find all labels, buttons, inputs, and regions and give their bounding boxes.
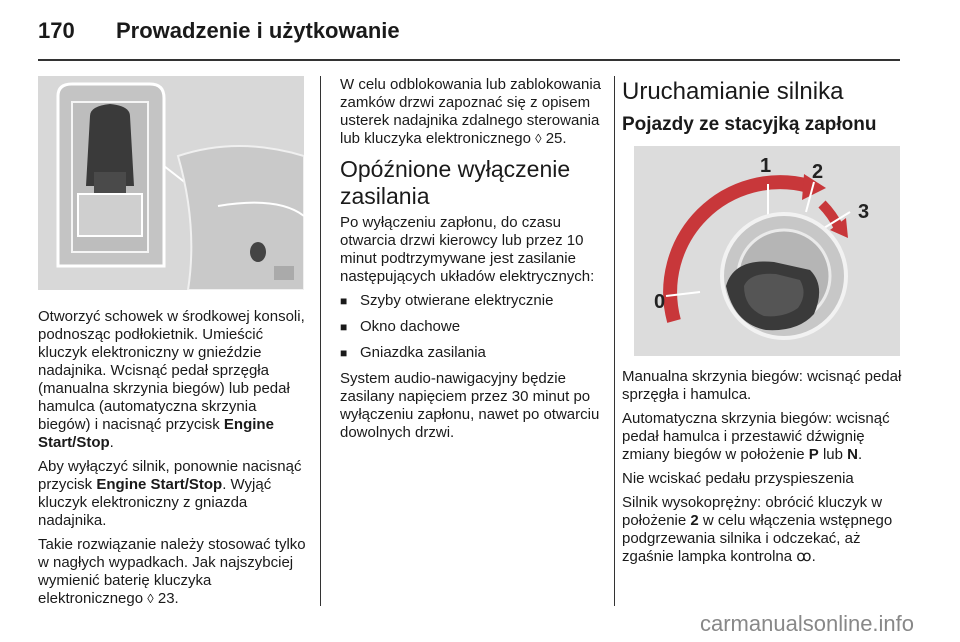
position-0-label: 0 — [654, 291, 666, 313]
section-heading-delayed-power: Opóźnione wyłączenie zasilania — [340, 156, 571, 209]
list-item: ■ Szyby otwierane elektrycznie — [340, 292, 610, 310]
position-3-label: 3 — [858, 201, 870, 223]
list-item: ■ Okno dachowe — [340, 318, 610, 336]
paragraph-start-procedure — [38, 308, 308, 452]
paragraph-text: . Wyjąć kluczyk elektroniczny z gniazda nadajnika. — [38, 476, 272, 529]
paragraph-unlock-note — [340, 76, 610, 148]
glow-plug-warning-icon: ꝏ — [796, 548, 812, 565]
paragraph-text: lub — [822, 446, 843, 463]
watermark: carmanualsonline.info — [700, 611, 915, 636]
column-1 — [38, 308, 308, 614]
paragraph-manual-gearbox: Manualna skrzynia biegów: wcisnąć pedał sprzęgła i hamulca. — [622, 368, 902, 403]
punctuation: . — [858, 446, 863, 463]
cross-reference-icon[interactable]: ◊ — [535, 131, 542, 146]
paragraph-diesel-note — [622, 494, 906, 566]
position-2-label: 2 — [812, 161, 824, 183]
paragraph-accelerator-note: Nie wciskać pedału przyspieszenia — [622, 470, 854, 487]
paragraph-text: Takie rozwiązanie należy stosować tylko w nagłych wypadkach. Jak najszybciej wymienić baterię kluczyka elektronicznego — [38, 536, 306, 607]
column-2 — [340, 76, 610, 448]
gear-position-n: N — [847, 446, 859, 463]
cross-reference-page[interactable]: 25. — [545, 130, 567, 147]
engine-start-stop-label: Engine Start/Stop — [96, 476, 223, 493]
paragraph-text: Automatyczna skrzynia biegów: wcisnąć pedał hamulca i przestawić dźwignię zmiany biegów w położenie — [622, 410, 890, 463]
paragraph-text: Otworzyć schowek w środkowej konsoli, podnosząc podłokietnik. Umieścić kluczyk elektroniczny w gnieździe nadajnika. Wcisnąć pedał sprzęgła (manualna skrzynia biegów) lub pedał hamulca (automatyczna skrzynia biegów) i nacisnąć przycisk — [38, 308, 305, 433]
subsection-heading-ignition: Pojazdy ze stacyjką zapłonu — [622, 114, 877, 135]
paragraph-text: W celu odblokowania lub zablokowania zamków drzwi zapoznać się z opisem usterek nadajnika zdalnego sterowania lub kluczyka elektronicznego — [340, 76, 601, 147]
section-heading-engine-start: Uruchamianie silnika — [622, 78, 844, 105]
ignition-switch-figure — [634, 146, 900, 356]
paragraph-text: w celu włączenia wstępnego podgrzewania silnika i odczekać, aż zgaśnie lampka kontrolna — [622, 512, 893, 565]
paragraph-text: Aby wyłączyć silnik, ponownie nacisnąć przycisk — [38, 458, 302, 493]
punctuation: . — [109, 434, 114, 451]
column-divider-1 — [320, 76, 321, 606]
bullet-list — [340, 292, 610, 362]
page-number: 170 — [38, 18, 75, 43]
gear-position-p: P — [808, 446, 819, 463]
key-position-2: 2 — [690, 512, 699, 529]
header-rule — [38, 59, 900, 61]
paragraph-battery-note — [38, 536, 308, 608]
key-slot-figure — [38, 76, 304, 290]
paragraph-delayed-power: Po wyłączeniu zapłonu, do czasu otwarcia drzwi kierowcy lub przez 10 minut podtrzymywane jest zasilanie następujących układów elektrycznych: — [340, 214, 595, 285]
paragraph-audio-note: System audio-nawigacyjny będzie zasilany napięciem przez 30 minut po wyłączeniu zapłonu, nawet po otwarciu dowolnych drzwi. — [340, 370, 600, 441]
column-divider-2 — [614, 76, 615, 606]
cross-reference-page[interactable]: 23. — [157, 590, 179, 607]
engine-start-stop-label: Engine Start/Stop — [38, 416, 274, 451]
position-1-label: 1 — [760, 155, 772, 177]
cross-reference-icon[interactable]: ◊ — [147, 591, 154, 606]
page-header — [38, 14, 922, 50]
paragraph-automatic-gearbox — [622, 410, 906, 464]
paragraph-stop-procedure — [38, 458, 308, 530]
list-item: ■ Gniazdka zasilania — [340, 344, 610, 362]
column-3 — [622, 368, 906, 572]
paragraph-text: Silnik wysokoprężny: obrócić kluczyk w położenie — [622, 494, 883, 529]
chapter-title: Prowadzenie i użytkowanie — [116, 18, 400, 43]
punctuation: . — [811, 548, 816, 565]
